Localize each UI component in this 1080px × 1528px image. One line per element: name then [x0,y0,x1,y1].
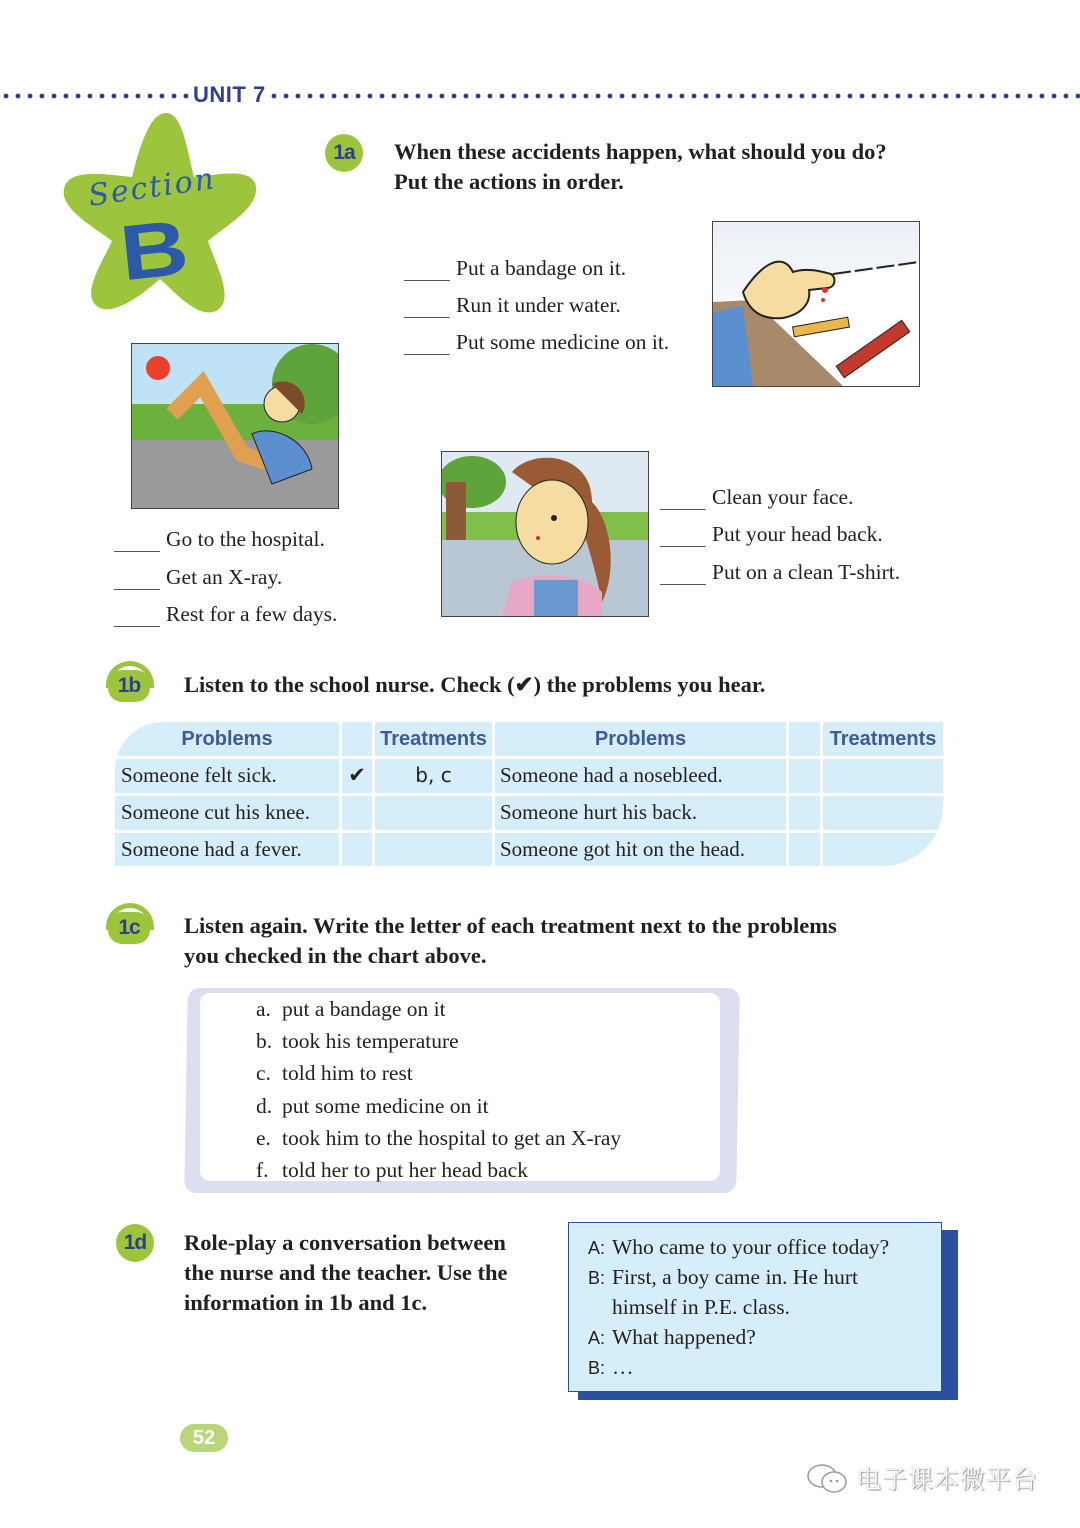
dialog-line [588,1352,634,1383]
instruction-1c-line2: you checked in the chart above. [184,943,487,968]
dialog-text: What happened? [612,1325,756,1349]
activity-badge-1c: 1c [108,912,150,944]
table-cell-problem: Someone felt sick. [121,763,277,787]
answer-blank[interactable] [114,550,160,552]
order-item [404,256,626,281]
treatment-letter: e. [256,1126,271,1150]
order-item [660,522,883,547]
answer-blank[interactable] [114,625,160,627]
table-cell-problem: Someone had a nosebleed. [500,763,723,787]
treatment-letter: d. [256,1094,273,1118]
answer-blank[interactable] [114,588,160,590]
table-divider [339,722,342,866]
instruction-1d-line2: the nurse and the teacher. Use the [184,1260,508,1285]
problems-table [115,722,943,866]
item-text: Put some medicine on it. [456,330,670,354]
treatment-letter: a. [256,997,271,1021]
treatment-letter: f. [256,1158,269,1182]
activity-badge-1d: 1d [116,1224,154,1262]
answer-blank[interactable] [404,279,450,281]
order-item [660,560,900,585]
answer-blank[interactable] [660,545,706,547]
activity-badge-1a: 1a [325,134,363,172]
answer-blank[interactable] [404,316,450,318]
instruction-1d-line3: information in 1b and 1c. [184,1290,428,1315]
table-cell-problem: Someone hurt his back. [500,800,698,824]
speaker-label: B: [588,1268,606,1288]
boy-falling-illustration [131,343,339,509]
dialog-line [588,1292,790,1322]
treatment-text: took him to the hospital to get an X-ray [282,1126,622,1150]
dialog-text: First, a boy came in. He hurt [612,1265,859,1289]
table-header: Treatments [380,728,487,750]
treatment-item [256,1057,413,1089]
treatment-item [256,993,446,1025]
item-text: Put your head back. [712,522,883,546]
treatment-letter: b. [256,1029,273,1053]
treatment-item [256,1090,489,1122]
treatment-text: took his temperature [282,1029,459,1053]
treatment-text: put some medicine on it [282,1094,489,1118]
unit-title: UNIT 7 [193,82,266,107]
section-letter: B [115,202,193,298]
answer-blank[interactable] [404,353,450,355]
watermark-text: 电子课本微平台 [856,1465,1039,1494]
item-text: Get an X-ray. [166,565,283,589]
item-text: Clean your face. [712,485,854,509]
instruction-1d-line1: Role-play a conversation between [184,1230,506,1255]
order-item [404,293,621,318]
instruction-1a-line1: When these accidents happen, what should you do? [394,139,887,164]
section-label: Section [86,161,218,214]
table-cell-treatment[interactable]: b, c [415,763,452,787]
dialog-line [588,1262,858,1293]
girl-nosebleed-illustration [441,451,649,617]
treatment-text: told him to rest [282,1061,413,1085]
item-text: Run it under water. [456,293,621,317]
treatment-item [256,1122,621,1154]
answer-blank[interactable] [660,583,706,585]
speaker-label: A: [588,1238,606,1258]
treatment-text: told her to put her head back [282,1158,528,1182]
dialog-text: himself in P.E. class. [612,1295,790,1319]
header-dotted-rule-left [0,92,190,100]
item-text: Go to the hospital. [166,527,325,551]
check-mark[interactable]: ✔ [348,763,366,787]
table-divider [786,722,789,866]
table-cell-problem: Someone got hit on the head. [500,837,745,861]
item-text: Rest for a few days. [166,602,338,626]
header-dotted-rule-right [268,92,1080,100]
item-text: Put a bandage on it. [456,256,627,280]
page-number: 52 [180,1424,228,1452]
treatment-item [256,1025,459,1057]
instruction-1c-line1: Listen again. Write the letter of each treatment next to the problems [184,913,837,938]
table-header: Problems [594,728,687,750]
instruction-1b: Listen to the school nurse. Check (✔) the problems you hear. [184,672,766,697]
activity-badge-1b: 1b [108,670,150,702]
order-item [660,485,853,510]
answer-blank[interactable] [660,508,706,510]
dialog-line [588,1232,889,1263]
table-cell-problem: Someone cut his knee. [121,800,310,824]
speaker-label: A: [588,1328,606,1348]
order-item [114,565,282,590]
order-item [114,527,325,552]
table-cell-problem: Someone had a fever. [121,837,302,861]
table-header: Problems [181,728,273,750]
dialog-text: Who came to your office today? [612,1235,890,1259]
wechat-icon [806,1462,850,1496]
speaker-label: B: [588,1358,606,1378]
order-item [114,602,337,627]
treatment-text: put a bandage on it [282,997,446,1021]
instruction-1a-line2: Put the actions in order. [394,169,624,194]
cut-finger-illustration [712,221,920,387]
order-item [404,330,669,355]
treatment-letter: c. [256,1061,271,1085]
dialog-text: … [612,1355,634,1379]
item-text: Put on a clean T-shirt. [712,560,901,584]
treatment-item [256,1154,528,1186]
table-header: Treatments [829,728,937,750]
dialog-line [588,1322,756,1353]
